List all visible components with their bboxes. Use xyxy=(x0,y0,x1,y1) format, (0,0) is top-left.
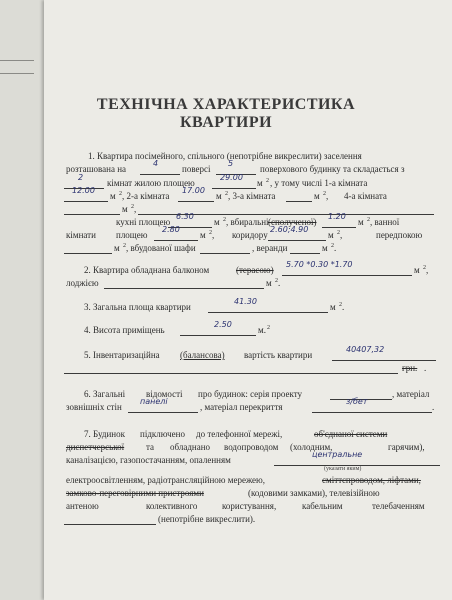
total-area-value: 41.30 xyxy=(234,297,257,306)
room2-value: 17.00 xyxy=(182,186,205,195)
s1-line-2: розташована на 4 поверсі 5 поверхового будинку та складається з xyxy=(66,159,405,174)
ceiling-value: з/бет xyxy=(346,397,368,406)
s1-line-5: м 2 , xyxy=(0,203,452,218)
total-floors-value: 5 xyxy=(228,159,234,168)
kitchen-value: 6.30 xyxy=(176,212,194,221)
heating-value: центральне xyxy=(312,450,363,459)
corridor-value: 2.60;4.90 xyxy=(270,225,309,234)
s4-line: 4. Висота приміщень 2.50 м. 2 xyxy=(84,320,270,335)
room1-value: 12.00 xyxy=(72,186,95,195)
balcony-value: 5.70 *0.30 *1.70 xyxy=(286,260,353,269)
underlying-line xyxy=(0,73,34,74)
underlying-line xyxy=(0,60,34,61)
s2-line-2: лоджією м 2 . xyxy=(66,278,281,288)
s3-line: 3. Загальна площа квартири 41.30 м 2 . xyxy=(84,297,345,312)
s5-line-1: 5. Інвентаризаційна (балансова) вартість квартири 40407,32 xyxy=(0,349,452,364)
s7-line-3: каналізацією, газопостачанням, опаленням центральне (указати яким) xyxy=(0,454,452,469)
value-value: 40407,32 xyxy=(346,345,385,354)
s6-line-1: 6. Загальні відомості про будинок: серія проекту , матеріал xyxy=(84,389,430,399)
s7-line-6: антеною колективного користування, кабельним телебаченням xyxy=(66,501,425,511)
s1-line-7: кімнати площею 2.80 м 2 , коридору 2.60;4.90 м 2 , передпокою xyxy=(66,225,423,240)
s5-line-2: грн. . xyxy=(0,362,452,377)
s1-line-8: м 2 , вбудованої шафи , веранди м 2 . xyxy=(0,242,452,257)
rooms-value: 2 xyxy=(78,173,84,182)
s7-line-1: 7. Будинок підключено до телефонної мережі, об'єднаної системи xyxy=(84,429,388,439)
s1-line-6: кухні площею 6.30 м 2 , вбиральні (сполученої) 1.20 м 2 , ванної xyxy=(116,212,400,227)
s1-line-3: 2 кімнат жилою площею 29.00 м 2 , у тому числі 1-а кімната xyxy=(0,177,452,192)
bath-value: 2.80 xyxy=(162,225,180,234)
toilet-value: 1.20 xyxy=(328,212,346,221)
document-subtitle: КВАРТИРИ xyxy=(179,114,273,131)
s7-line-7: (непотрібне викреслити). xyxy=(0,513,452,528)
s7-line-2: диспетчерської та обладнано водопроводом (холодним, гарячим), xyxy=(66,442,425,452)
s1-line-4: 12.00 м 2 , 2-а кімната 17.00 м 2 , 3-а кімната м 2 , 4-а кімната xyxy=(0,190,452,205)
s1-line-1: 1. Квартира посімейного, спільного (непотрібне викреслити) заселення xyxy=(88,151,362,161)
living-area-value: 29.00 xyxy=(220,173,243,182)
s7-line-5: замково-переговірними пристроями (кодовими замками), телевізійною xyxy=(66,488,380,498)
document-title: ТЕХНІЧНА ХАРАКТЕРИСТИКА xyxy=(96,96,356,113)
walls-value: панелі xyxy=(140,397,168,406)
height-value: 2.50 xyxy=(214,320,232,329)
s7-line-4: електроосвітленням, радіотрансляційною мережею, сміттєпроводом, ліфтами, xyxy=(66,475,421,485)
floor-value: 4 xyxy=(153,159,159,168)
s6-line-2: зовнішніх стін панелі , матеріал перекриття з/бет . xyxy=(66,397,435,412)
s2-line-1: 2. Квартира обладнана балконом (терасою) 5.70 *0.30 *1.70 м 2 , xyxy=(84,260,429,275)
